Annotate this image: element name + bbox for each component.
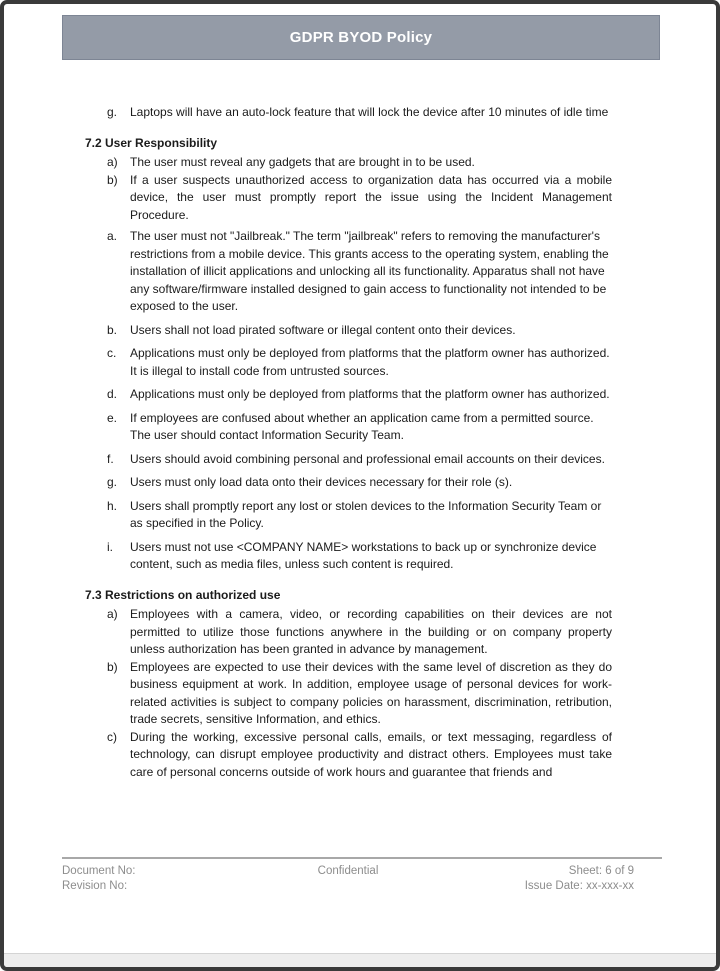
list-item-text: Users shall not load pirated software or illegal content onto their devices. (130, 322, 516, 337)
page-bottom-strip (4, 953, 716, 967)
list-item-text: Laptops will have an auto-lock feature that will lock the device after 10 minutes of idle time (130, 105, 609, 119)
list-marker: g. (107, 475, 118, 489)
list-marker: a) (107, 607, 118, 621)
list-item-text: If employees are confused about whether an application came from a permitted source. The user should contact Information Security Team. (130, 410, 594, 442)
list-marker: b) (107, 172, 118, 187)
list-item (85, 322, 612, 340)
sheet-number: Sheet: 6 of 9 (568, 865, 635, 877)
list-item (85, 539, 612, 574)
list-item (85, 345, 612, 380)
document-no-label: Document No: (62, 865, 136, 877)
footer-center-column (253, 864, 444, 894)
section-7-2-list-paren (85, 154, 612, 224)
list-item-text: Applications must only be deployed from platforms that the platform owner has authorized. (130, 387, 610, 401)
list-marker: e. (107, 410, 118, 425)
list-item (85, 386, 612, 404)
list-item (85, 659, 612, 729)
confidential-label: Confidential (317, 865, 379, 877)
list-item-text: Employees with a camera, video, or recording capabilities on their devices are not permitted to utilize those functions anywhere in the building or on company property unless authorization has been granted in advance by management. (130, 607, 612, 656)
list-marker: a. (107, 229, 118, 243)
list-item-text: The user must reveal any gadgets that are brought in to be used. (130, 155, 475, 169)
list-item-text: Users must not use <COMPANY NAME> workstations to back up or synchronize device content, such as media files, unless such content is required. (130, 539, 597, 571)
list-marker: h. (107, 498, 118, 513)
list-marker: g. (107, 105, 118, 119)
list-marker: b. (107, 322, 118, 337)
list-item (85, 474, 612, 492)
list-item-text: If a user suspects unauthorized access to organization data has occurred via a mobile device, the user must promptly report the issue using the Incident Management Procedure. (130, 172, 612, 222)
list-item-text: Users must only load data onto their devices necessary for their role (s). (130, 475, 513, 489)
list-item (85, 606, 612, 659)
list-item (85, 729, 612, 782)
section-7-3-list (85, 606, 612, 781)
document-title: GDPR BYOD Policy (289, 29, 433, 46)
list-item-text: Employees are expected to use their devices with the same level of discretion as they do business equipment at work. In addition, employee usage of personal devices for work-related activities is subject to company policies on harassment, discrimination, retribution, trade secrets, sensitive Information, and ethics. (130, 659, 612, 726)
list-marker: i. (107, 539, 113, 554)
list-item (85, 228, 612, 316)
list-marker: c) (107, 729, 117, 744)
document-header-bar (62, 15, 660, 60)
revision-no-label: Revision No: (62, 880, 128, 892)
list-item-text: During the working, excessive personal calls, emails, or text messaging, regardless of technology, can disrupt employee productivity and distract others. Employees must take care of personal concerns outside of work hours and guarantee that friends and (130, 729, 612, 779)
list-item (85, 104, 612, 122)
document-footer (62, 857, 662, 894)
intro-list (85, 104, 612, 122)
list-item-text: Applications must only be deployed from platforms that the platform owner has authorized. It is illegal to install code from untrusted sources. (130, 346, 610, 378)
list-marker: d. (107, 387, 118, 401)
list-marker: c. (107, 346, 117, 360)
document-body (85, 104, 612, 781)
list-item-text: The user must not "Jailbreak." The term "jailbreak" refers to removing the manufacturer's restrictions from a mobile device. This grants access to the operating system, enabling the installation of illicit applications and unlocking all its functionality. Apparatus shall not have any software/firmware installed designed to gain access to functionality not intended to be exposed to the user. (130, 229, 609, 313)
footer-right-column (443, 864, 662, 894)
list-item (85, 172, 612, 225)
section-heading-7-3: 7.3 Restrictions on authorized use (85, 587, 281, 602)
list-item (85, 154, 612, 172)
list-item (85, 498, 612, 533)
section-7-2-list-dot (85, 228, 612, 574)
list-item-text: Users shall promptly report any lost or stolen devices to the Information Security Team or as specified in the Policy. (130, 498, 602, 530)
list-marker: a) (107, 155, 118, 169)
list-marker: f. (107, 451, 114, 466)
list-item (85, 410, 612, 445)
list-item (85, 451, 612, 469)
section-heading-7-2: 7.2 User Responsibility (85, 135, 218, 150)
issue-date: Issue Date: xx-xxx-xx (524, 880, 635, 892)
list-item-text: Users should avoid combining personal and professional email accounts on their devices. (130, 451, 605, 466)
list-marker: b) (107, 659, 118, 674)
footer-left-column (62, 864, 253, 894)
